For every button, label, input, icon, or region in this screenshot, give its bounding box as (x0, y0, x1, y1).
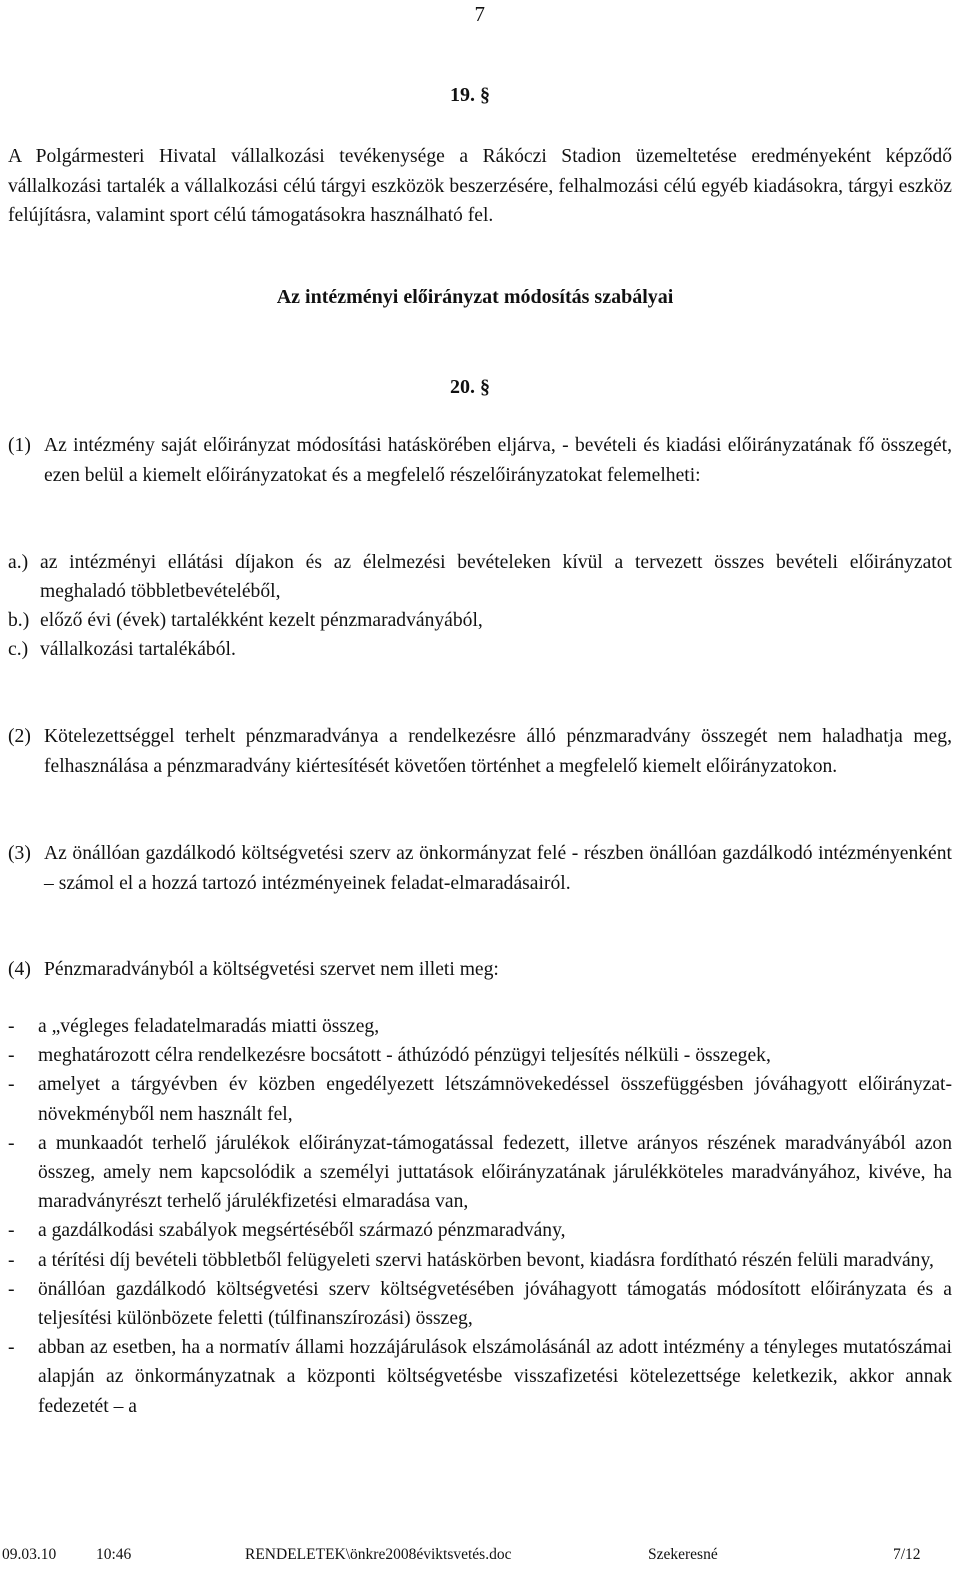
page-footer (0, 1546, 960, 1570)
list-item-text: amelyet a tárgyévben év közben engedélyezett létszámnövekedéssel összefüggésben jóváhagyott előirányzat- növekményből nem használt fel, (38, 1074, 952, 1125)
list-item-a (8, 548, 952, 606)
list-item (8, 1275, 952, 1333)
list-item-text: a gazdálkodási szabályok megsértéséből származó pénzmaradvány, (38, 1220, 566, 1242)
list-item-b-label: b.) (8, 610, 30, 631)
dash-marker: - (8, 1249, 15, 1271)
dash-marker: - (8, 1278, 15, 1300)
paragraph-4 (8, 955, 952, 985)
dash-marker: - (8, 1220, 15, 1242)
paragraph-2-number: (2) (8, 726, 31, 747)
list-item-text: a munkaadót terhelő járulékok előirányzat-támogatással fedezett, illetve arányos részének maradványából azon összeg, amely nem kapcsolódik a személyi juttatások előirányzatának járulékköteles maradványához, kivéve, ha maradványrészt terhelő járulékfizetési elmaradása van, (38, 1132, 952, 1213)
list-item (8, 1246, 952, 1275)
section-subheading: Az intézményi előirányzat módosítás szabályai (276, 286, 674, 308)
list-item-c (8, 635, 952, 664)
paragraph-4-number: (4) (8, 959, 31, 980)
list-item-text: meghatározott célra rendelkezésre bocsátott - áthúzódó pénzügyi teljesítés nélküli - összegek, (38, 1045, 771, 1067)
dash-marker: - (8, 1074, 15, 1096)
list-item-a-text: az intézményi ellátási díjakon és az élelmezési bevételeken kívül a tervezett összes bevételi előirányzatot meghaladó többletbevételéből, (40, 552, 952, 602)
list-item (8, 1333, 952, 1421)
paragraph-2 (8, 722, 952, 781)
list-item-text: a térítési díj bevételi többletből felügyeleti szervi hatáskörben bevont, kiadásra fordítható részén felüli maradvány, (38, 1249, 934, 1271)
list-item-c-label: c.) (8, 639, 29, 660)
list-item-text: a „végleges feladatelmaradás miatti összeg, (38, 1016, 380, 1037)
paragraph-4-text: Pénzmaradványból a költségvetési szervet nem illeti meg: (44, 959, 499, 980)
dash-marker: - (8, 1016, 15, 1037)
dash-marker: - (8, 1337, 15, 1359)
list-item (8, 1041, 952, 1070)
list-item (8, 1012, 952, 1041)
footer-date: 09.03.10 (2, 1546, 57, 1563)
section-19-title: 19. § (450, 84, 490, 106)
paragraph-3-number: (3) (8, 843, 31, 864)
list-item-text: önállóan gazdálkodó költségvetési szerv költségvetésében jóváhagyott támogatás módosított előirányzata és a teljesítési különbözete feletti (túlfinanszírozási) összeg, (38, 1278, 952, 1330)
paragraph-3 (8, 839, 952, 898)
list-item-text: abban az esetben, ha a normatív állami hozzájárulások elszámolásánál az adott intézmény a tényleges mutatószámai alapján az önkormányzatnak a központi költségvetésbe visszafizetési kötelezettsége keletkezik, akkor annak fedezetét – a (38, 1337, 952, 1417)
paragraph-1-number: (1) (8, 435, 31, 456)
dash-marker: - (8, 1132, 15, 1154)
exclusion-list (8, 1012, 952, 1421)
list-item (8, 1216, 952, 1245)
paragraph-3-text: Az önállóan gazdálkodó költségvetési szerv az önkormányzat felé - részben önállóan gazdálkodó intézményenként – számol el a hozzá tartozó intézményeinek feladat-elmaradásairól. (44, 843, 952, 894)
paragraph-1 (8, 431, 952, 490)
list-item-b-text: előző évi (évek) tartalékként kezelt pénzmaradványából, (40, 610, 483, 631)
list-item-b (8, 606, 952, 635)
page-number: 7 (474, 2, 486, 26)
list-item-c-text: vállalkozási tartalékából. (40, 639, 236, 660)
list-item (8, 1070, 952, 1128)
footer-time: 10:46 (96, 1546, 132, 1563)
footer-filename: RENDELETEK\önkre2008éviktsvetés.doc (245, 1546, 512, 1563)
section-20-title: 20. § (450, 376, 490, 398)
paragraph-2-text: Kötelezettséggel terhelt pénzmaradványa a rendelkezésre álló pénzmaradvány összegét nem haladhatja meg, felhasználása a pénzmaradvány kiértesítését követően történhet a megfelelő kiemelt előirányzatokon. (44, 726, 952, 777)
footer-page-count: 7/12 (893, 1546, 921, 1563)
paragraph-1-text: Az intézmény saját előirányzat módosítási hatáskörében eljárva, - bevételi és kiadási előirányzatának fő összegét, ezen belül a kiemelt előirányzatokat és a megfelelő részelőirányzatokat felemelheti: (44, 435, 952, 486)
list-item (8, 1129, 952, 1217)
list-item-a-label: a.) (8, 552, 29, 573)
section-19-text: A Polgármesteri Hivatal vállalkozási tevékenysége a Rákóczi Stadion üzemeltetése eredményeként képződő vállalkozási tartalék a vállalkozási célú tárgyi eszközök beszerzésére, felhalmozási célú egyéb kiadásokra, tárgyi eszköz felújításra, valamint sport célú támogatásokra használható fel. (8, 146, 952, 226)
footer-author: Szekeresné (648, 1546, 718, 1563)
dash-marker: - (8, 1045, 15, 1067)
